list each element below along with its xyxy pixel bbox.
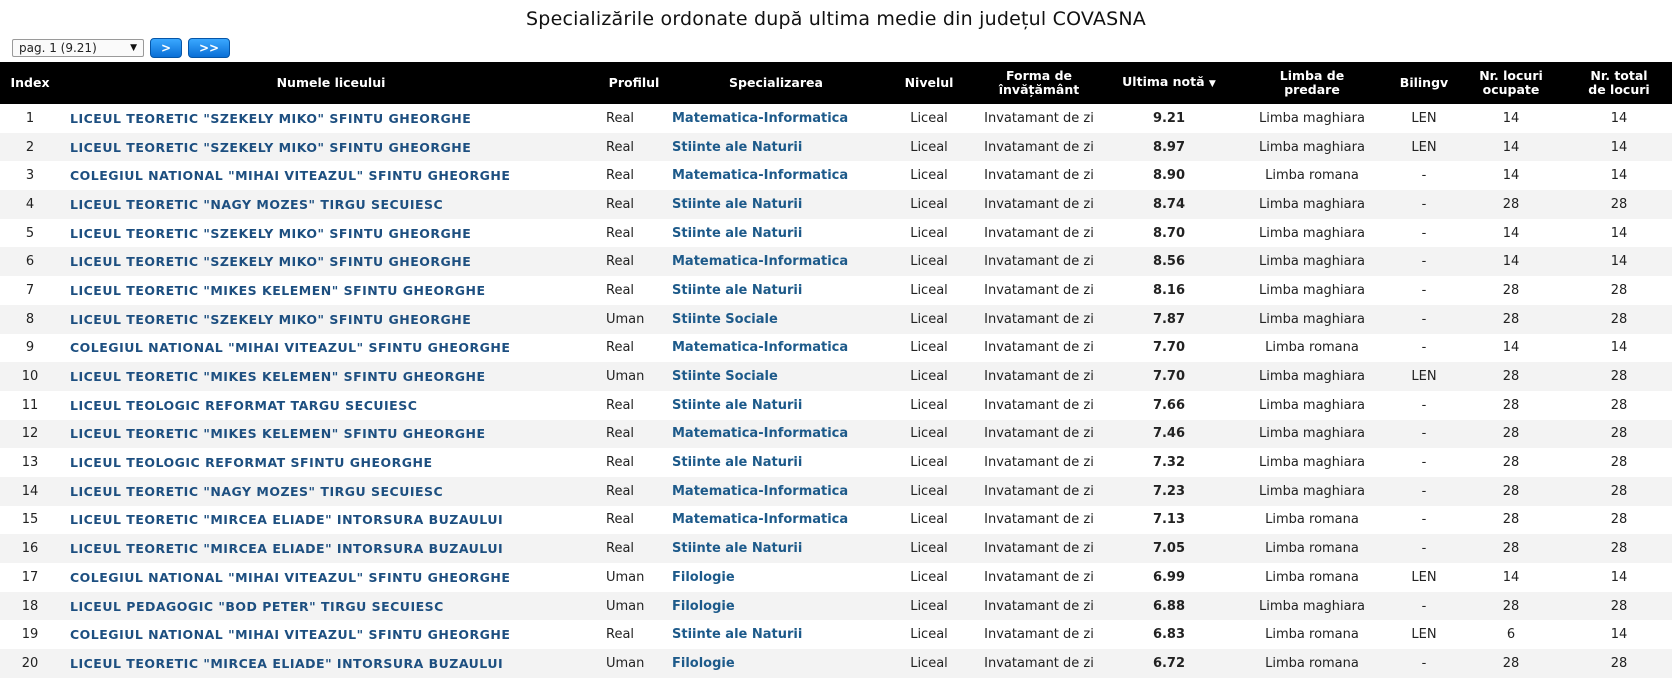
table-row [0, 219, 1672, 248]
cell-specialization[interactable]: Filologie [672, 655, 735, 671]
cell-language: Limba maghiara [1259, 196, 1365, 212]
cell-profile: Uman [606, 655, 645, 671]
cell-last-grade: 6.83 [1152, 627, 1186, 643]
cell-language: Limba romana [1265, 512, 1359, 528]
cell-school[interactable]: COLEGIUL NATIONAL "MIHAI VITEAZUL" SFINTU GHEORGHE [70, 168, 511, 184]
cell-language: Limba maghiara [1259, 483, 1365, 499]
cell-bilingual: - [1421, 225, 1427, 241]
cell-language: Limba maghiara [1259, 369, 1365, 385]
col-header-school[interactable]: Numele liceului [276, 75, 386, 90]
col-header-level[interactable]: Nivelul [904, 75, 954, 90]
cell-profile: Real [606, 455, 635, 471]
cell-total: 28 [1610, 483, 1628, 499]
cell-occupied: 28 [1502, 311, 1520, 327]
cell-specialization[interactable]: Stiinte ale Naturii [672, 282, 803, 298]
cell-total: 14 [1610, 110, 1628, 126]
cell-form: Invatamant de zi [984, 541, 1094, 557]
cell-index: 16 [21, 541, 39, 557]
cell-bilingual: - [1421, 168, 1427, 184]
results-table [0, 62, 1672, 678]
cell-form: Invatamant de zi [984, 369, 1094, 385]
cell-bilingual: LEN [1411, 569, 1437, 585]
cell-total: 28 [1610, 397, 1628, 413]
cell-occupied: 14 [1502, 225, 1520, 241]
cell-total: 14 [1610, 627, 1628, 643]
cell-total: 28 [1610, 196, 1628, 212]
cell-bilingual: - [1421, 340, 1427, 356]
col-header-profile[interactable]: Profilul [608, 75, 660, 90]
cell-occupied: 28 [1502, 541, 1520, 557]
cell-profile: Real [606, 627, 635, 643]
cell-last-grade: 9.21 [1152, 110, 1186, 126]
table-row [0, 592, 1672, 621]
cell-level: Liceal [910, 426, 948, 442]
cell-profile: Real [606, 196, 635, 212]
cell-total: 28 [1610, 512, 1628, 528]
cell-index: 13 [21, 455, 39, 471]
cell-profile: Real [606, 340, 635, 356]
cell-language: Limba maghiara [1259, 455, 1365, 471]
cell-specialization[interactable]: Matematica-Informatica [672, 340, 849, 356]
cell-profile: Real [606, 282, 635, 298]
cell-school[interactable]: LICEUL TEORETIC "MIKES KELEMEN" SFINTU GHEORGHE [70, 426, 486, 442]
cell-total: 28 [1610, 311, 1628, 327]
sort-desc-icon: ▼ [1208, 79, 1216, 89]
col-header-index[interactable]: Index [10, 75, 50, 90]
cell-school[interactable]: LICEUL TEORETIC "NAGY MOZES" TIRGU SECUIESC [70, 483, 444, 499]
cell-level: Liceal [910, 282, 948, 298]
cell-last-grade: 6.72 [1152, 655, 1186, 671]
cell-profile: Real [606, 483, 635, 499]
cell-form: Invatamant de zi [984, 627, 1094, 643]
cell-total: 14 [1610, 139, 1628, 155]
cell-form: Invatamant de zi [984, 598, 1094, 614]
cell-specialization[interactable]: Matematica-Informatica [672, 426, 849, 442]
cell-school[interactable]: LICEUL TEORETIC "MIKES KELEMEN" SFINTU GHEORGHE [70, 369, 486, 385]
cell-school[interactable]: COLEGIUL NATIONAL "MIHAI VITEAZUL" SFINTU GHEORGHE [70, 340, 511, 356]
cell-form: Invatamant de zi [984, 340, 1094, 356]
last-page-button[interactable]: >> [188, 38, 230, 58]
table-row [0, 391, 1672, 420]
cell-index: 19 [21, 627, 39, 643]
cell-level: Liceal [910, 455, 948, 471]
cell-school[interactable]: LICEUL TEORETIC "SZEKELY MIKO" SFINTU GHEORGHE [70, 110, 472, 126]
cell-last-grade: 8.97 [1152, 139, 1186, 155]
table-row [0, 305, 1672, 334]
cell-form: Invatamant de zi [984, 426, 1094, 442]
cell-specialization[interactable]: Stiinte Sociale [672, 311, 778, 327]
cell-specialization[interactable]: Stiinte Sociale [672, 369, 778, 385]
cell-last-grade: 7.46 [1152, 426, 1186, 442]
cell-occupied: 28 [1502, 483, 1520, 499]
pagination-controls [12, 38, 230, 58]
cell-form: Invatamant de zi [984, 254, 1094, 270]
cell-index: 6 [25, 254, 35, 270]
page-select[interactable] [12, 39, 144, 57]
cell-total: 28 [1610, 455, 1628, 471]
cell-occupied: 14 [1502, 254, 1520, 270]
cell-occupied: 28 [1502, 369, 1520, 385]
table-row [0, 420, 1672, 449]
cell-school[interactable]: LICEUL TEORETIC "MIRCEA ELIADE" INTORSURA BUZAULUI [70, 541, 504, 557]
table-row [0, 247, 1672, 276]
cell-index: 9 [25, 340, 35, 356]
cell-occupied: 28 [1502, 196, 1520, 212]
cell-language: Limba maghiara [1259, 225, 1365, 241]
cell-language: Limba maghiara [1259, 598, 1365, 614]
cell-last-grade: 8.56 [1152, 254, 1186, 270]
col-header-bilingual[interactable]: Bilingv [1399, 75, 1449, 90]
cell-level: Liceal [910, 627, 948, 643]
page-title: Specializările ordonate după ultima medie din județul COVASNA [526, 8, 1146, 30]
col-header-language[interactable] [1232, 62, 1392, 104]
cell-profile: Uman [606, 569, 645, 585]
col-header-form[interactable] [972, 62, 1106, 104]
cell-last-grade: 7.87 [1152, 311, 1186, 327]
cell-level: Liceal [910, 512, 948, 528]
cell-total: 14 [1610, 340, 1628, 356]
cell-level: Liceal [910, 168, 948, 184]
next-page-button[interactable]: > [150, 38, 182, 58]
cell-occupied: 14 [1502, 340, 1520, 356]
cell-level: Liceal [910, 254, 948, 270]
cell-bilingual: LEN [1411, 369, 1437, 385]
cell-index: 12 [21, 426, 39, 442]
cell-total: 28 [1610, 369, 1628, 385]
cell-last-grade: 6.99 [1152, 569, 1186, 585]
cell-last-grade: 7.23 [1152, 483, 1186, 499]
col-header-language-label: Limba de predare [1279, 68, 1345, 97]
cell-form: Invatamant de zi [984, 139, 1094, 155]
cell-level: Liceal [910, 655, 948, 671]
cell-total: 28 [1610, 426, 1628, 442]
cell-level: Liceal [910, 311, 948, 327]
cell-form: Invatamant de zi [984, 483, 1094, 499]
cell-occupied: 14 [1502, 139, 1520, 155]
cell-school[interactable]: LICEUL TEORETIC "SZEKELY MIKO" SFINTU GHEORGHE [70, 254, 472, 270]
cell-index: 4 [25, 196, 35, 212]
cell-language: Limba maghiara [1259, 282, 1365, 298]
col-header-form-label: Forma de învățământ [998, 68, 1080, 97]
cell-language: Limba maghiara [1259, 254, 1365, 270]
cell-school[interactable]: LICEUL TEORETIC "MIKES KELEMEN" SFINTU GHEORGHE [70, 282, 486, 298]
cell-specialization[interactable]: Stiinte ale Naturii [672, 196, 803, 212]
cell-last-grade: 7.66 [1152, 397, 1186, 413]
cell-form: Invatamant de zi [984, 512, 1094, 528]
cell-index: 11 [21, 397, 39, 413]
cell-language: Limba romana [1265, 168, 1359, 184]
cell-school[interactable]: LICEUL TEOLOGIC REFORMAT TARGU SECUIESC [70, 397, 418, 413]
cell-specialization[interactable]: Matematica-Informatica [672, 254, 849, 270]
cell-bilingual: - [1421, 655, 1427, 671]
cell-level: Liceal [910, 196, 948, 212]
cell-specialization[interactable]: Matematica-Informatica [672, 110, 849, 126]
col-header-occupied-label: Nr. locuri ocupate [1479, 68, 1543, 97]
cell-specialization[interactable]: Matematica-Informatica [672, 512, 849, 528]
cell-specialization[interactable]: Matematica-Informatica [672, 483, 849, 499]
cell-level: Liceal [910, 110, 948, 126]
cell-profile: Uman [606, 369, 645, 385]
cell-specialization[interactable]: Stiinte ale Naturii [672, 397, 803, 413]
cell-level: Liceal [910, 397, 948, 413]
cell-total: 14 [1610, 168, 1628, 184]
cell-last-grade: 8.74 [1152, 196, 1186, 212]
cell-level: Liceal [910, 369, 948, 385]
cell-index: 15 [21, 512, 39, 528]
cell-occupied: 6 [1506, 627, 1516, 643]
table-row [0, 620, 1672, 649]
cell-bilingual: LEN [1411, 139, 1437, 155]
cell-occupied: 28 [1502, 426, 1520, 442]
cell-index: 20 [21, 655, 39, 671]
cell-occupied: 28 [1502, 512, 1520, 528]
table-row [0, 276, 1672, 305]
table-row [0, 161, 1672, 190]
cell-form: Invatamant de zi [984, 397, 1094, 413]
cell-bilingual: - [1421, 311, 1427, 327]
cell-index: 5 [25, 225, 35, 241]
cell-index: 17 [21, 569, 39, 585]
cell-total: 14 [1610, 569, 1628, 585]
cell-last-grade: 7.13 [1152, 512, 1186, 528]
cell-form: Invatamant de zi [984, 455, 1094, 471]
col-header-total-label: Nr. total de locuri [1588, 68, 1650, 97]
cell-specialization[interactable]: Filologie [672, 598, 735, 614]
cell-occupied: 28 [1502, 655, 1520, 671]
cell-occupied: 28 [1502, 397, 1520, 413]
col-header-last-grade-label: Ultima notă [1122, 74, 1205, 89]
cell-form: Invatamant de zi [984, 225, 1094, 241]
table-row [0, 506, 1672, 535]
cell-language: Limba romana [1265, 655, 1359, 671]
cell-language: Limba romana [1265, 340, 1359, 356]
cell-bilingual: - [1421, 254, 1427, 270]
cell-level: Liceal [910, 541, 948, 557]
col-header-last-grade[interactable] [1106, 62, 1232, 104]
cell-bilingual: LEN [1411, 110, 1437, 126]
cell-bilingual: - [1421, 541, 1427, 557]
table-row [0, 362, 1672, 391]
cell-last-grade: 7.32 [1152, 455, 1186, 471]
cell-form: Invatamant de zi [984, 168, 1094, 184]
cell-language: Limba maghiara [1259, 426, 1365, 442]
cell-level: Liceal [910, 340, 948, 356]
table-row [0, 104, 1672, 133]
cell-last-grade: 7.70 [1152, 340, 1186, 356]
table-row [0, 534, 1672, 563]
cell-bilingual: - [1421, 426, 1427, 442]
cell-language: Limba maghiara [1259, 139, 1365, 155]
cell-specialization[interactable]: Stiinte ale Naturii [672, 627, 803, 643]
cell-form: Invatamant de zi [984, 282, 1094, 298]
table-row [0, 334, 1672, 363]
cell-index: 2 [25, 139, 35, 155]
cell-index: 1 [25, 110, 35, 126]
table-row [0, 190, 1672, 219]
cell-total: 28 [1610, 655, 1628, 671]
cell-school[interactable]: COLEGIUL NATIONAL "MIHAI VITEAZUL" SFINTU GHEORGHE [70, 627, 511, 643]
cell-index: 10 [21, 369, 39, 385]
cell-school[interactable]: LICEUL TEORETIC "SZEKELY MIKO" SFINTU GHEORGHE [70, 225, 472, 241]
cell-last-grade: 8.70 [1152, 225, 1186, 241]
cell-profile: Uman [606, 598, 645, 614]
cell-specialization[interactable]: Stiinte ale Naturii [672, 225, 803, 241]
cell-total: 28 [1610, 282, 1628, 298]
cell-profile: Real [606, 541, 635, 557]
cell-language: Limba romana [1265, 541, 1359, 557]
cell-bilingual: - [1421, 598, 1427, 614]
table-row [0, 649, 1672, 678]
cell-profile: Real [606, 426, 635, 442]
cell-school[interactable]: LICEUL TEORETIC "NAGY MOZES" TIRGU SECUIESC [70, 196, 444, 212]
cell-total: 28 [1610, 541, 1628, 557]
page-select-value: pag. 1 (9.21) [19, 41, 97, 55]
cell-bilingual: - [1421, 455, 1427, 471]
cell-index: 8 [25, 311, 35, 327]
cell-last-grade: 7.05 [1152, 541, 1186, 557]
cell-last-grade: 8.90 [1152, 168, 1186, 184]
cell-language: Limba maghiara [1259, 397, 1365, 413]
table-header-row [0, 62, 1672, 104]
col-header-specialization[interactable]: Specializarea [729, 75, 823, 90]
cell-bilingual: - [1421, 512, 1427, 528]
col-header-total[interactable] [1566, 62, 1672, 104]
cell-last-grade: 8.16 [1152, 282, 1186, 298]
cell-form: Invatamant de zi [984, 110, 1094, 126]
cell-level: Liceal [910, 598, 948, 614]
cell-total: 14 [1610, 254, 1628, 270]
cell-profile: Real [606, 254, 635, 270]
chevron-down-icon: ▼ [130, 43, 137, 53]
cell-total: 14 [1610, 225, 1628, 241]
cell-form: Invatamant de zi [984, 569, 1094, 585]
cell-language: Limba romana [1265, 627, 1359, 643]
cell-form: Invatamant de zi [984, 655, 1094, 671]
cell-profile: Uman [606, 311, 645, 327]
cell-form: Invatamant de zi [984, 311, 1094, 327]
table-row [0, 448, 1672, 477]
cell-index: 18 [21, 598, 39, 614]
cell-total: 28 [1610, 598, 1628, 614]
cell-form: Invatamant de zi [984, 196, 1094, 212]
cell-profile: Real [606, 225, 635, 241]
cell-level: Liceal [910, 483, 948, 499]
cell-school[interactable]: COLEGIUL NATIONAL "MIHAI VITEAZUL" SFINTU GHEORGHE [70, 569, 511, 585]
cell-last-grade: 6.88 [1152, 598, 1186, 614]
cell-language: Limba romana [1265, 569, 1359, 585]
cell-profile: Real [606, 168, 635, 184]
cell-school[interactable]: LICEUL PEDAGOGIC "BOD PETER" TIRGU SECUIESC [70, 598, 444, 614]
table-row [0, 477, 1672, 506]
cell-level: Liceal [910, 225, 948, 241]
cell-specialization[interactable]: Filologie [672, 569, 735, 585]
cell-school[interactable]: LICEUL TEORETIC "SZEKELY MIKO" SFINTU GHEORGHE [70, 139, 472, 155]
cell-index: 14 [21, 483, 39, 499]
cell-language: Limba maghiara [1259, 311, 1365, 327]
cell-profile: Real [606, 397, 635, 413]
cell-school[interactable]: LICEUL TEOLOGIC REFORMAT SFINTU GHEORGHE [70, 455, 433, 471]
cell-bilingual: - [1421, 397, 1427, 413]
cell-last-grade: 7.70 [1152, 369, 1186, 385]
cell-specialization[interactable]: Matematica-Informatica [672, 168, 849, 184]
cell-school[interactable]: LICEUL TEORETIC "MIRCEA ELIADE" INTORSURA BUZAULUI [70, 655, 504, 671]
cell-occupied: 28 [1502, 455, 1520, 471]
cell-profile: Real [606, 512, 635, 528]
cell-bilingual: - [1421, 282, 1427, 298]
cell-bilingual: - [1421, 483, 1427, 499]
cell-level: Liceal [910, 139, 948, 155]
cell-index: 7 [25, 282, 35, 298]
cell-bilingual: - [1421, 196, 1427, 212]
cell-profile: Real [606, 139, 635, 155]
cell-level: Liceal [910, 569, 948, 585]
cell-occupied: 14 [1502, 110, 1520, 126]
cell-language: Limba maghiara [1259, 110, 1365, 126]
col-header-occupied[interactable] [1456, 62, 1566, 104]
cell-occupied: 28 [1502, 598, 1520, 614]
cell-school[interactable]: LICEUL TEORETIC "SZEKELY MIKO" SFINTU GHEORGHE [70, 311, 472, 327]
cell-specialization[interactable]: Stiinte ale Naturii [672, 139, 803, 155]
table-body [0, 104, 1672, 678]
cell-occupied: 14 [1502, 569, 1520, 585]
cell-specialization[interactable]: Stiinte ale Naturii [672, 541, 803, 557]
table-row [0, 563, 1672, 592]
cell-bilingual: LEN [1411, 627, 1437, 643]
cell-specialization[interactable]: Stiinte ale Naturii [672, 455, 803, 471]
cell-index: 3 [25, 168, 35, 184]
cell-occupied: 14 [1502, 168, 1520, 184]
cell-profile: Real [606, 110, 635, 126]
table-row [0, 133, 1672, 162]
cell-occupied: 28 [1502, 282, 1520, 298]
cell-school[interactable]: LICEUL TEORETIC "MIRCEA ELIADE" INTORSURA BUZAULUI [70, 512, 504, 528]
